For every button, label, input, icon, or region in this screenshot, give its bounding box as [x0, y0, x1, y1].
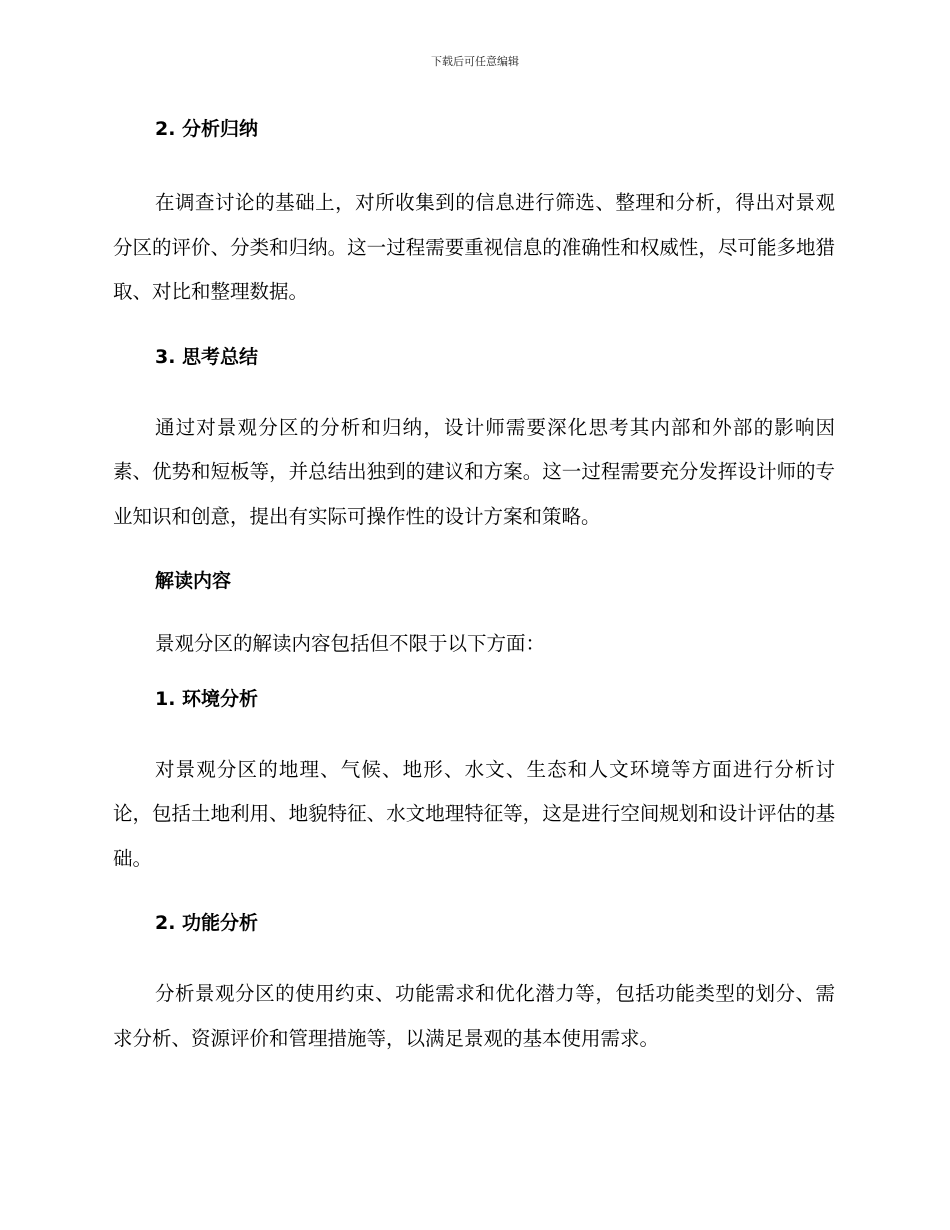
section-heading-analysis-induction: 2. 分析归纳	[155, 118, 259, 140]
section-heading-function-analysis: 2. 功能分析	[155, 912, 259, 934]
section-heading-environment-analysis: 1. 环境分析	[155, 687, 259, 710]
section-heading-interpretation-content: 解读内容	[155, 570, 232, 592]
section-paragraph-function-analysis: 分析景观分区的使用约束、功能需求和优化潜力等，包括功能类型的划分、需求分析、资源评价和管理措施等，以满足景观的基本使用需求。	[113, 982, 835, 1050]
section-heading-thinking-summary: 3. 思考总结	[155, 345, 259, 368]
section-paragraph-thinking-summary: 通过对景观分区的分析和归纳，设计师需要深化思考其内部和外部的影响因素、优势和短板等，并总结出独到的建议和方案。这一过程需要充分发挥设计师的专业知识和创意，提出有实际可操作性的设计方案和策略。	[113, 415, 835, 528]
section-paragraph-analysis-induction: 在调查讨论的基础上，对所收集到的信息进行筛选、整理和分析，得出对景观分区的评价、分类和归纳。这一过程需要重视信息的准确性和权威性，尽可能多地猎取、对比和整理数据。	[113, 191, 835, 303]
page-header: 下载后可任意编辑	[431, 55, 519, 68]
section-paragraph-environment-analysis: 对景观分区的地理、气候、地形、水文、生态和人文环境等方面进行分析讨论，包括土地利用、地貌特征、水文地理特征等，这是进行空间规划和设计评估的基础。	[113, 757, 835, 870]
section-paragraph-interpretation-content: 景观分区的解读内容包括但不限于以下方面：	[155, 632, 546, 655]
document-body	[113, 112, 835, 1061]
